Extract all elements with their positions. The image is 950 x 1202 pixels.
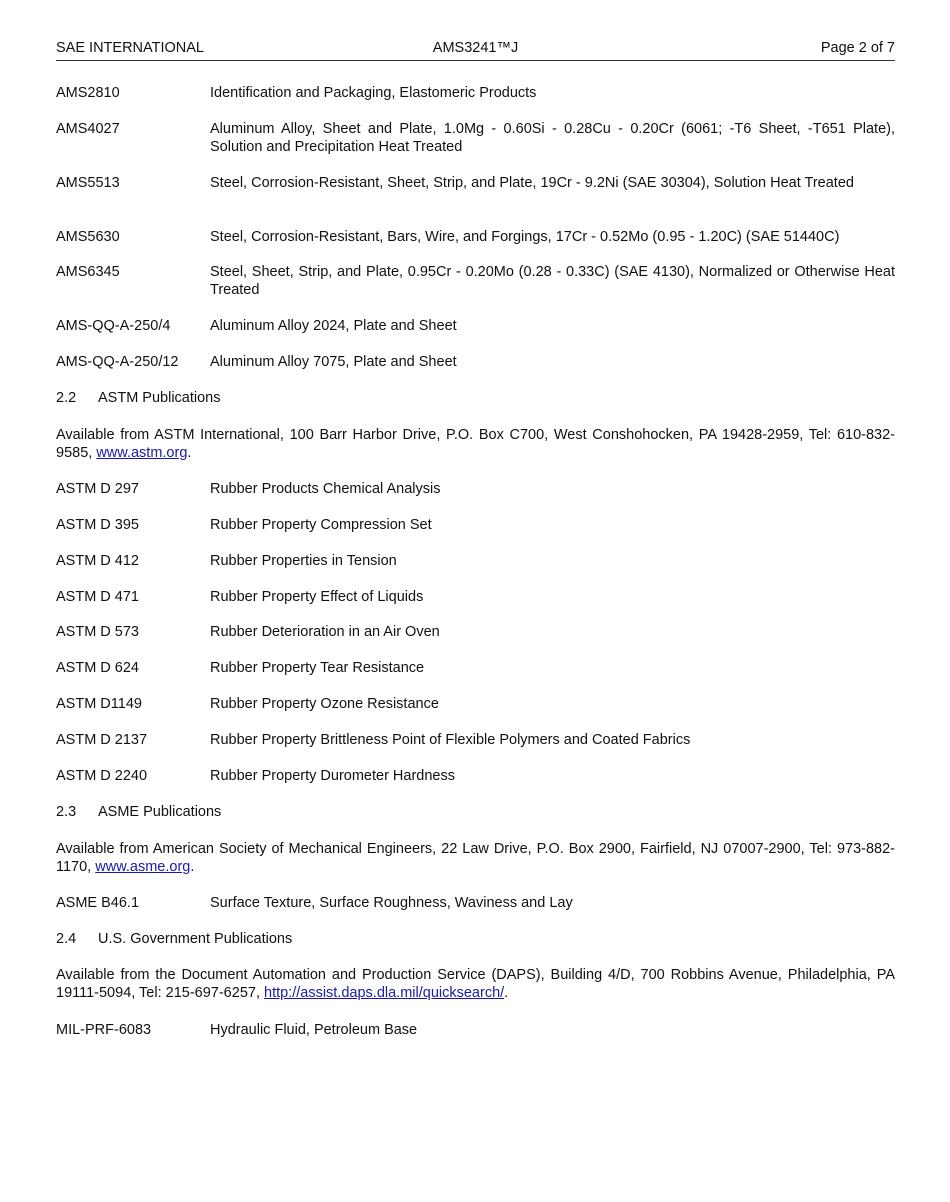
section-number: 2.4 — [56, 931, 77, 947]
punctuation: . — [190, 859, 195, 875]
reference-entry — [56, 263, 895, 299]
reference-code: AMS-QQ-A-250/12 — [56, 354, 179, 370]
reference-entry — [56, 552, 895, 570]
header-page-number: Page 2 of 7 — [820, 40, 895, 56]
reference-code: ASTM D 2137 — [56, 732, 148, 748]
reference-description: Rubber Property Compression Set — [210, 517, 432, 533]
reference-description: Identification and Packaging, Elastomeric Products — [210, 85, 537, 101]
reference-code: AMS5513 — [56, 175, 120, 191]
reference-code: ASTM D 573 — [56, 624, 139, 640]
section-number: 2.3 — [56, 804, 77, 820]
reference-description: Aluminum Alloy 7075, Plate and Sheet — [210, 354, 457, 370]
reference-description: Hydraulic Fluid, Petroleum Base — [210, 1022, 418, 1038]
header-document-id: AMS3241™J — [432, 40, 519, 56]
asme-website-link[interactable]: www.asme.org — [95, 859, 191, 875]
reference-description: Rubber Property Effect of Liquids — [210, 589, 424, 605]
reference-entry — [56, 588, 895, 606]
reference-entry — [56, 623, 895, 641]
reference-entry — [56, 120, 895, 156]
reference-description: Aluminum Alloy 2024, Plate and Sheet — [210, 318, 457, 334]
reference-entry — [56, 174, 895, 192]
reference-description: Rubber Property Ozone Resistance — [210, 696, 439, 712]
section-number: 2.2 — [56, 390, 77, 406]
reference-description: Steel, Corrosion-Resistant, Sheet, Strip, and Plate, 19Cr - 9.2Ni (SAE 30304), Solution Heat Treated — [210, 175, 854, 191]
section-title: U.S. Government Publications — [98, 931, 293, 947]
reference-entry — [56, 767, 895, 785]
government-availability-paragraph — [56, 966, 895, 1002]
reference-code: ASTM D1149 — [56, 696, 142, 712]
section-heading-astm — [56, 389, 221, 407]
punctuation: . — [504, 985, 509, 1001]
reference-entry — [56, 353, 895, 371]
reference-description: Steel, Corrosion-Resistant, Bars, Wire, and Forgings, 17Cr - 0.52Mo (0.95 - 1.20C) (SAE 51440C) — [210, 229, 840, 245]
reference-code: AMS2810 — [56, 85, 120, 101]
astm-availability-paragraph — [56, 426, 895, 462]
reference-description: Steel, Sheet, Strip, and Plate, 0.95Cr - 0.20Mo (0.28 - 0.33C) (SAE 4130), Normalized or Otherwise Heat Treated — [210, 264, 895, 298]
reference-code: ASTM D 2240 — [56, 768, 148, 784]
reference-entry — [56, 659, 895, 677]
reference-entry — [56, 894, 895, 912]
reference-entry — [56, 731, 895, 749]
reference-description: Rubber Products Chemical Analysis — [210, 481, 441, 497]
reference-description: Surface Texture, Surface Roughness, Waviness and Lay — [210, 895, 573, 911]
reference-entry — [56, 480, 895, 498]
reference-description: Rubber Property Durometer Hardness — [210, 768, 455, 784]
reference-entry — [56, 228, 895, 246]
availability-text: Available from the Document Automation and Production Service (DAPS), Building 4/D, 700 Robbins Avenue, Philadelphia, PA 19111-5094, Tel: 215-697-6257, — [56, 967, 895, 1001]
reference-code: AMS6345 — [56, 264, 120, 280]
reference-code: ASTM D 412 — [56, 553, 139, 569]
reference-code: ASTM D 471 — [56, 589, 139, 605]
reference-code: ASTM D 624 — [56, 660, 139, 676]
reference-entry — [56, 516, 895, 534]
reference-code: ASTM D 297 — [56, 481, 139, 497]
header-organization: SAE INTERNATIONAL — [56, 40, 204, 56]
reference-code: MIL-PRF-6083 — [56, 1022, 152, 1038]
reference-entry — [56, 84, 895, 102]
page-header — [56, 40, 895, 61]
reference-description: Rubber Properties in Tension — [210, 553, 397, 569]
reference-entry — [56, 695, 895, 713]
section-title: ASTM Publications — [98, 390, 221, 406]
section-heading-asme — [56, 803, 221, 821]
reference-description: Rubber Deterioration in an Air Oven — [210, 624, 440, 640]
section-heading-government — [56, 930, 292, 948]
reference-code: AMS4027 — [56, 121, 120, 137]
reference-code: AMS-QQ-A-250/4 — [56, 318, 171, 334]
reference-entry — [56, 317, 895, 335]
astm-website-link[interactable]: www.astm.org — [96, 445, 188, 461]
section-title: ASME Publications — [98, 804, 222, 820]
reference-code: ASME B46.1 — [56, 895, 140, 911]
reference-description: Rubber Property Brittleness Point of Flexible Polymers and Coated Fabrics — [210, 732, 691, 748]
daps-quicksearch-link[interactable]: http://assist.daps.dla.mil/quicksearch/ — [264, 985, 505, 1001]
availability-text: Available from ASTM International, 100 Barr Harbor Drive, P.O. Box C700, West Conshohocken, PA 19428-2959, Tel: 610-832-9585, — [56, 427, 895, 461]
availability-text: Available from American Society of Mechanical Engineers, 22 Law Drive, P.O. Box 2900, Fairfield, NJ 07007-2900, Tel: 973-882-1170, — [56, 841, 895, 875]
punctuation: . — [187, 445, 192, 461]
reference-description: Aluminum Alloy, Sheet and Plate, 1.0Mg - 0.60Si - 0.28Cu - 0.20Cr (6061; -T6 Sheet, -T651 Plate), Solution and Precipitation Heat Treated — [210, 121, 895, 155]
reference-entry — [56, 1021, 895, 1039]
asme-availability-paragraph — [56, 840, 895, 876]
reference-code: AMS5630 — [56, 229, 120, 245]
reference-description: Rubber Property Tear Resistance — [210, 660, 425, 676]
reference-code: ASTM D 395 — [56, 517, 139, 533]
